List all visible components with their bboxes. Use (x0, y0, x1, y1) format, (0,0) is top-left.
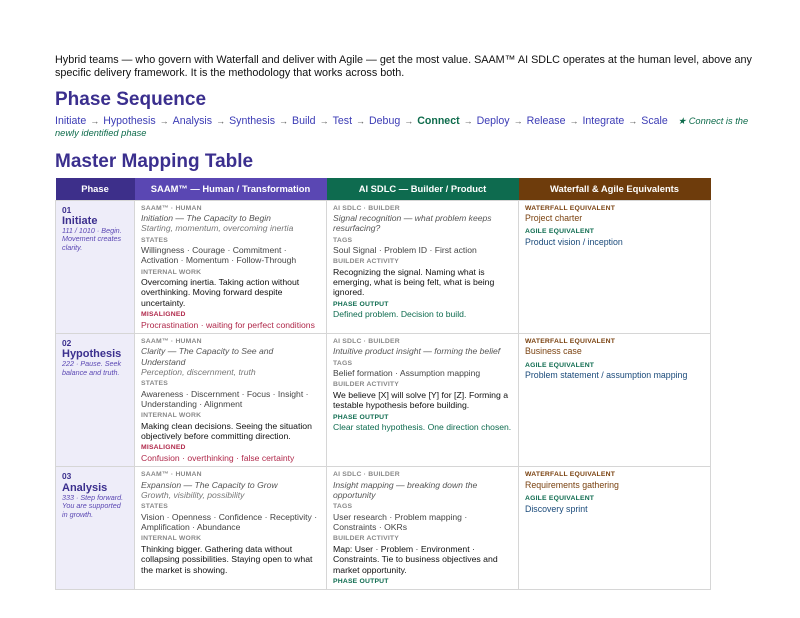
arrow-icon: → (279, 116, 289, 126)
arrow-icon: → (513, 116, 523, 126)
agile-label: AGILE EQUIVALENT (525, 361, 595, 369)
saam-subtitle: Perception, discernment, truth (141, 366, 256, 377)
phase-cell (56, 200, 135, 333)
saam-subtitle: Starting, momentum, overcoming inertia (141, 223, 294, 234)
intro-paragraph: Hybrid teams — who govern with Waterfall and deliver with Agile — get the most value. SAAM™ AI SDLC operates at the human level, above any specific delivery framework. It is the methodology that works across both. (55, 54, 752, 79)
master-mapping-heading: Master Mapping Table (55, 151, 254, 172)
phase-link-initiate: Initiate (55, 115, 87, 127)
builder-activity-label: BUILDER ACTIVITY (333, 381, 400, 389)
tags-text: User research · Problem mapping · Constraints · OKRs (333, 511, 468, 533)
waterfall-agile-cell (519, 467, 711, 590)
phase-link-build: Build (292, 115, 316, 127)
agile-label: AGILE EQUIVALENT (525, 228, 595, 236)
phase-number: 01 (62, 204, 72, 215)
waterfall-agile-cell (519, 200, 711, 333)
phase-note: 111 / 1010 · Begin. Movement creates clarity. (62, 225, 122, 252)
ai-title: Intuitive product insight — forming the belief (333, 346, 501, 357)
header-saam: SAAM™ — Human / Transformation (135, 178, 327, 200)
phase-note: 333 · Step forward. You are supported in growth. (62, 492, 124, 519)
saam-subtitle: Growth, visibility, possibility (141, 490, 245, 501)
table-row (56, 200, 711, 333)
saam-human-label: SAAM™ · HUMAN (141, 204, 202, 212)
saam-human-label: SAAM™ · HUMAN (141, 471, 202, 479)
internal-work-label: INTERNAL WORK (141, 535, 202, 543)
tags-label: TAGS (333, 236, 353, 244)
arrow-icon: → (628, 116, 638, 126)
phase-name: Hypothesis (62, 348, 122, 361)
ai-builder-label: AI SDLC · BUILDER (333, 204, 400, 212)
phase-output-label: PHASE OUTPUT (333, 300, 389, 308)
tags-text: Soul Signal · Problem ID · First action (333, 245, 477, 256)
internal-work-label: INTERNAL WORK (141, 412, 202, 420)
internal-work-text: Thinking bigger. Gathering data without collapsing possibilities. Staying open to what the market is showing. (141, 543, 313, 575)
ai-title: Insight mapping — breaking down the opportunity (333, 479, 478, 501)
phase-output-label: PHASE OUTPUT (333, 413, 389, 421)
phase-link-test: Test (332, 115, 353, 127)
builder-activity-text: Recognizing the signal. Naming what is emerging, what is being felt, what is being ignored. (333, 266, 495, 298)
agile-label: AGILE EQUIVALENT (525, 495, 595, 503)
header-ai-sdlc: AI SDLC — Builder / Product (327, 178, 519, 200)
saam-cell (135, 333, 327, 466)
phase-cell (56, 333, 135, 466)
arrow-icon: → (463, 116, 473, 126)
table-row (56, 467, 711, 590)
arrow-icon: → (319, 116, 329, 126)
table-row (56, 333, 711, 466)
phase-output-text: Clear stated hypothesis. One direction chosen. (333, 422, 512, 433)
phase-number: 02 (62, 337, 72, 348)
misaligned-text: Confusion · overthinking · false certainty (141, 452, 295, 463)
phase-link-hypothesis: Hypothesis (103, 115, 156, 127)
waterfall-label: WATERFALL EQUIVALENT (525, 471, 616, 479)
waterfall-label: WATERFALL EQUIVALENT (525, 337, 616, 345)
phase-name: Initiate (62, 214, 98, 227)
saam-human-label: SAAM™ · HUMAN (141, 337, 202, 345)
misaligned-text: Procrastination · waiting for perfect conditions (141, 319, 315, 330)
states-label: STATES (141, 503, 169, 511)
builder-activity-text: Map: User · Problem · Environment · Constraints. Tie to business objectives and market opportunity. (333, 543, 498, 575)
arrow-icon: → (159, 116, 169, 126)
phase-link-connect: Connect (417, 115, 460, 127)
saam-title: Expansion — The Capacity to Grow (141, 479, 278, 490)
waterfall-label: WATERFALL EQUIVALENT (525, 204, 616, 212)
arrow-icon: → (569, 116, 579, 126)
phase-note: 222 · Pause. Seek balance and truth. (62, 359, 122, 377)
ai-sdlc-cell (327, 333, 519, 466)
internal-work-text: Overcoming inertia. Taking action without overthinking. Moving forward despite uncertainty. (141, 277, 300, 308)
agile-text: Product vision / inception (525, 236, 623, 247)
tags-label: TAGS (333, 503, 353, 511)
waterfall-text: Business case (525, 346, 582, 357)
table-header-row (56, 178, 711, 200)
phase-link-integrate: Integrate (582, 115, 625, 127)
master-mapping-table (55, 178, 711, 590)
agile-text: Discovery sprint (525, 503, 588, 514)
header-phase: Phase (56, 178, 135, 200)
phase-link-scale: Scale (641, 115, 668, 127)
arrow-icon: → (404, 116, 414, 126)
ai-title: Signal recognition — what problem keeps resurfacing? (333, 213, 492, 234)
states-label: STATES (141, 236, 169, 244)
phase-link-release: Release (526, 115, 566, 127)
saam-title: Clarity — The Capacity to See and Understand (141, 346, 274, 367)
ai-sdlc-cell (327, 200, 519, 333)
phase-link-analysis: Analysis (172, 115, 213, 127)
waterfall-text: Requirements gathering (525, 479, 619, 490)
ai-sdlc-cell (327, 467, 519, 590)
saam-title: Initiation — The Capacity to Begin (141, 213, 271, 223)
builder-activity-label: BUILDER ACTIVITY (333, 535, 400, 543)
phase-name: Analysis (62, 481, 108, 494)
states-text: Awareness · Discernment · Focus · Insight · Understanding · Alignment (141, 388, 309, 410)
phase-link-synthesis: Synthesis (229, 115, 276, 127)
saam-cell (135, 200, 327, 333)
phase-number: 03 (62, 471, 72, 482)
states-label: STATES (141, 380, 169, 388)
waterfall-agile-cell (519, 333, 711, 466)
phase-output-text: Defined problem. Decision to build. (333, 309, 467, 320)
saam-cell (135, 467, 327, 590)
phase-sequence-list (55, 116, 755, 139)
arrow-icon: → (90, 116, 100, 126)
waterfall-text: Project charter (525, 213, 583, 223)
misaligned-label: MISALIGNED (141, 311, 186, 319)
header-waterfall-agile: Waterfall & Agile Equivalents (519, 178, 711, 200)
misaligned-label: MISALIGNED (141, 444, 186, 452)
agile-text: Problem statement / assumption mapping (525, 370, 688, 381)
states-text: Willingness · Courage · Commitment · Activation · Momentum · Follow-Through (141, 245, 297, 266)
connect-phase-note: ★ Connect is the newly identified phase (55, 116, 749, 138)
phase-output-label: PHASE OUTPUT (333, 577, 389, 585)
ai-builder-label: AI SDLC · BUILDER (333, 471, 400, 479)
phase-cell (56, 467, 135, 590)
builder-activity-label: BUILDER ACTIVITY (333, 258, 400, 266)
phase-link-deploy: Deploy (476, 115, 510, 127)
internal-work-label: INTERNAL WORK (141, 268, 202, 276)
phase-link-debug: Debug (369, 115, 401, 127)
arrow-icon: → (216, 116, 226, 126)
internal-work-text: Making clean decisions. Seeing the situation objectively before committing direction. (141, 420, 312, 442)
builder-activity-text: We believe [X] will solve [Y] for [Z]. Forming a testable hypothesis before building. (333, 389, 509, 411)
tags-label: TAGS (333, 359, 353, 367)
ai-builder-label: AI SDLC · BUILDER (333, 337, 400, 345)
tags-text: Belief formation · Assumption mapping (333, 368, 481, 379)
states-text: Vision · Openness · Confidence · Receptivity · Amplification · Abundance (141, 511, 318, 533)
arrow-icon: → (356, 116, 366, 126)
phase-sequence-heading: Phase Sequence (55, 89, 207, 110)
